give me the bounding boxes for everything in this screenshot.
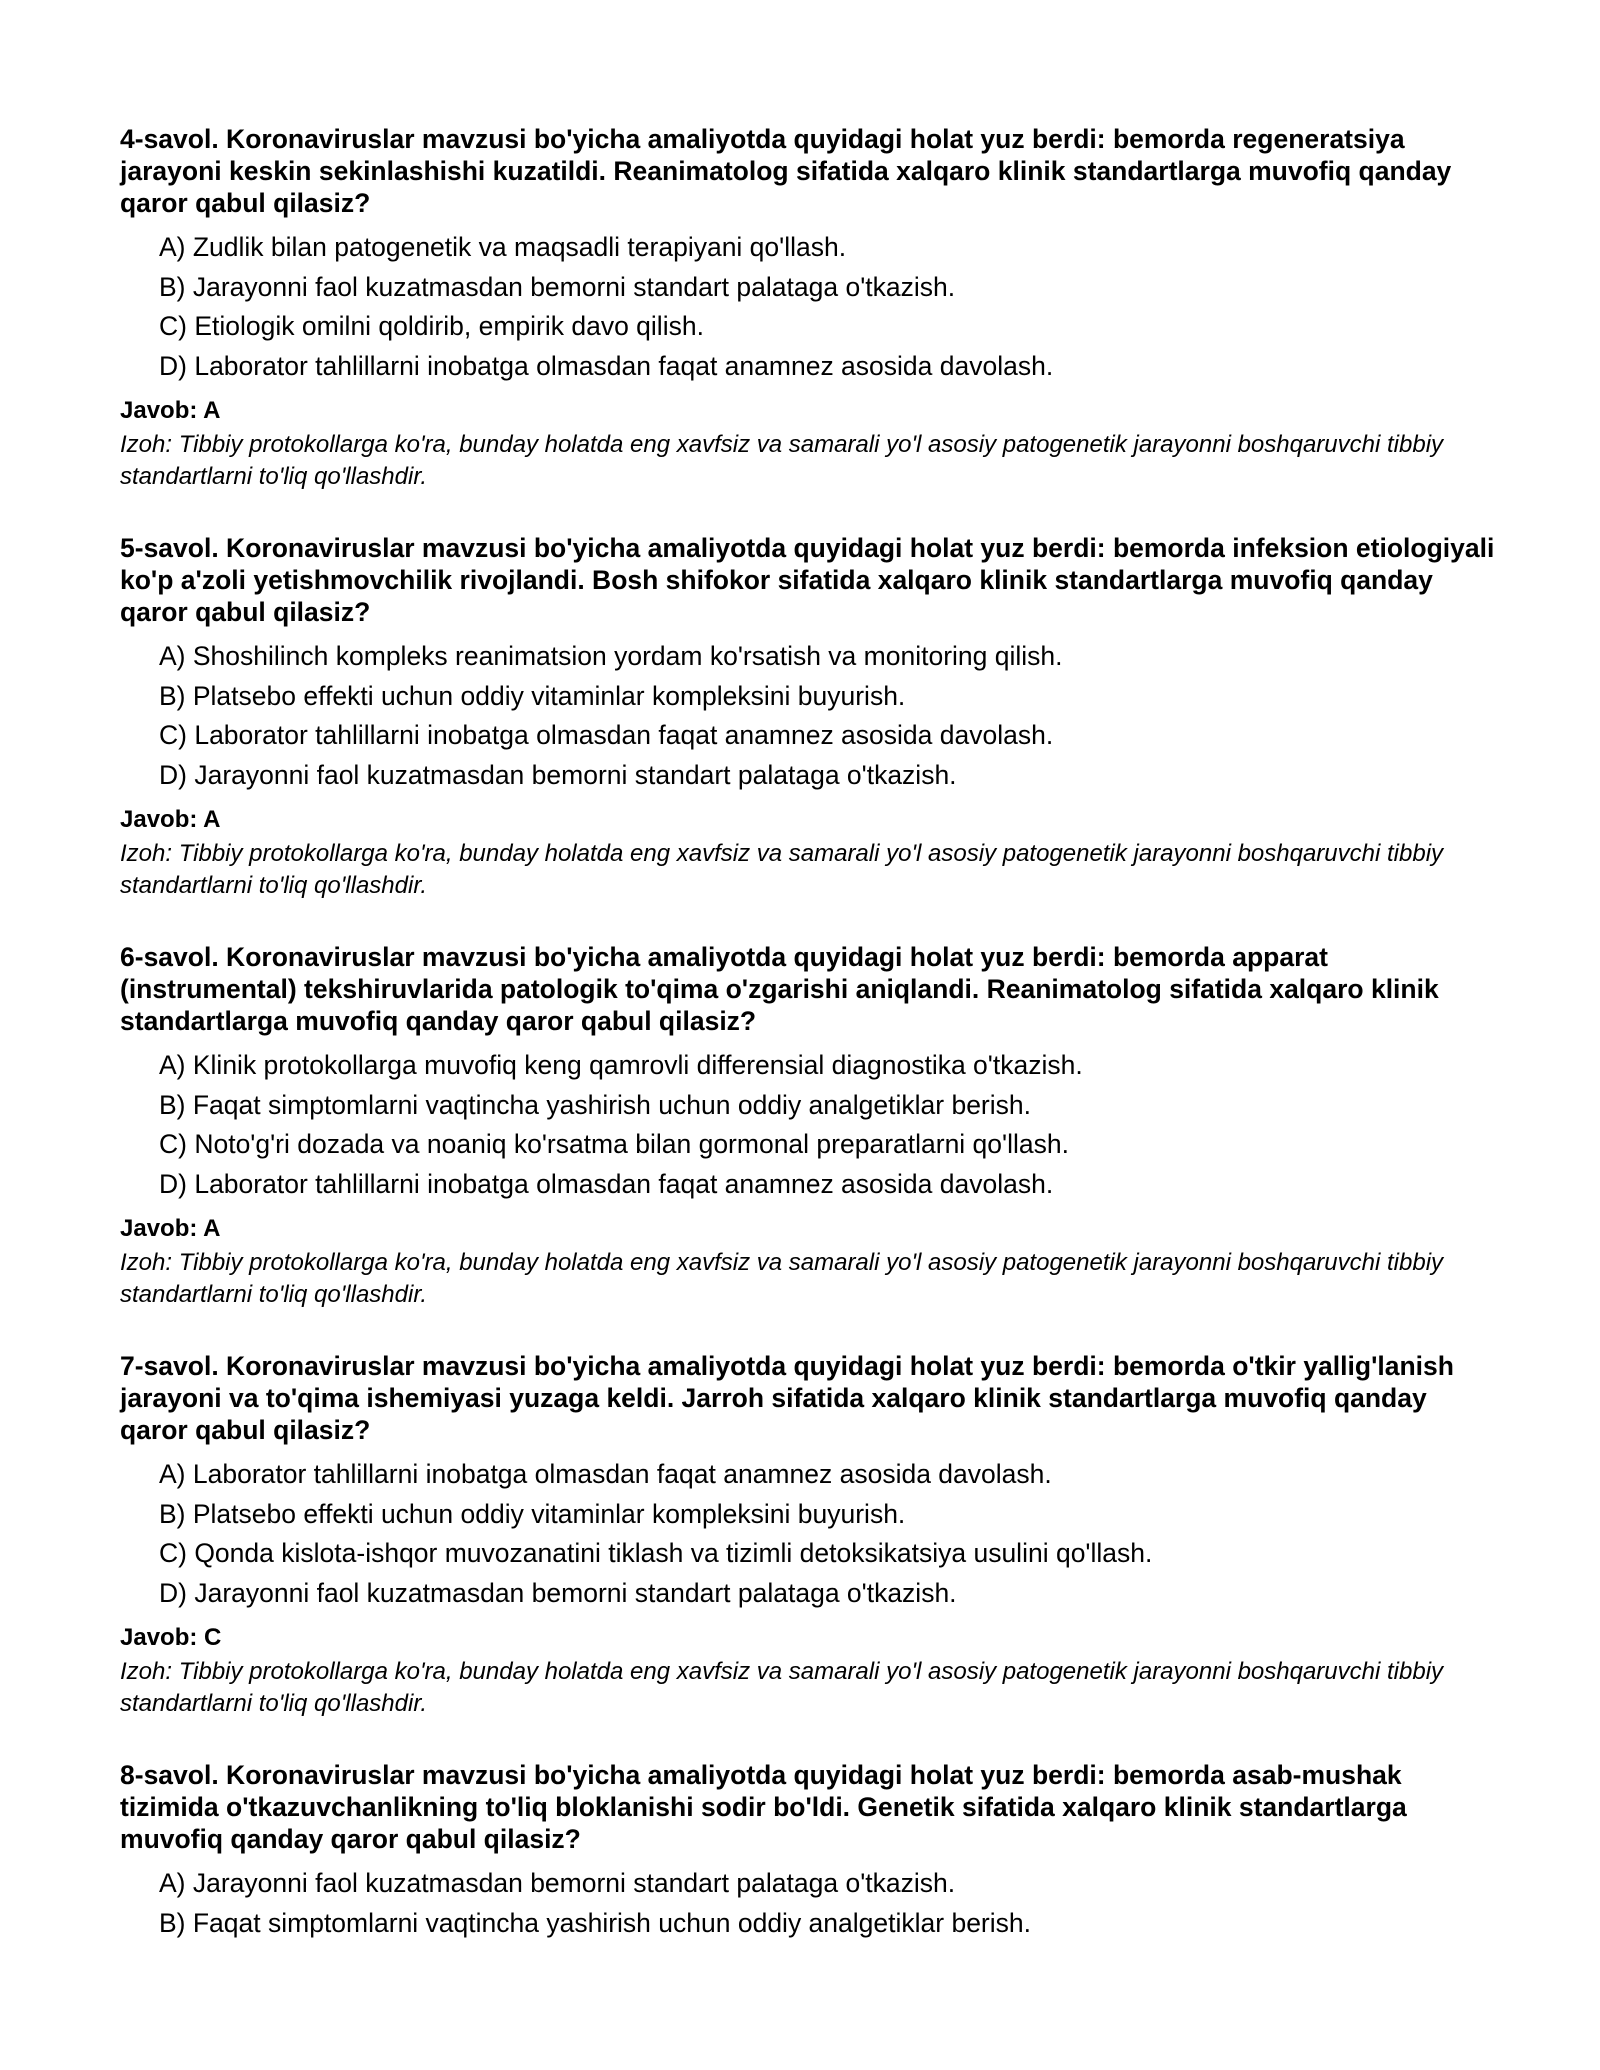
option-a: A) Klinik protokollarga muvofiq keng qamrovli differensial diagnostika o'tkazish. xyxy=(159,1050,1083,1080)
answer-label: Javob: A xyxy=(120,806,221,833)
option-d: D) Laborator tahlillarni inobatga olmasdan faqat anamnez asosida davolash. xyxy=(159,1168,1054,1199)
question-title: 7-savol. Koronaviruslar mavzusi bo'yicha amaliyotda quyidagi holat yuz berdi: bemorda o'tkir yallig'lanish jarayoni va to'qima ishemiyasi yuzaga keldi. Jarroh sifatida xalqaro klinik standartlarga muvofiq qanday qaror qabul qilasiz? xyxy=(120,1351,1454,1445)
option-c: C) Qonda kislota-ishqor muvozanatini tiklash va tizimli detoksikatsiya usulini qo'llash. xyxy=(159,1538,1153,1568)
question-6 xyxy=(120,941,1500,1311)
explanation-note: Izoh: Tibbiy protokollarga ko'ra, bunday holatda eng xavfsiz va samarali yo'l asosiy patogenetik jarayonni boshqaruvchi tibbiy standartlarni to'liq qo'llashdir. xyxy=(120,1658,1444,1717)
option-b: B) Platsebo effekti uchun oddiy vitaminlar kompleksini buyurish. xyxy=(159,680,906,711)
document-page xyxy=(120,123,1500,1982)
question-title: 4-savol. Koronaviruslar mavzusi bo'yicha amaliyotda quyidagi holat yuz berdi: bemorda regeneratsiya jarayoni keskin sekinlashishi kuzatildi. Reanimatolog sifatida xalqaro klinik standartlarga muvofiq qanday qaror qabul qilasiz? xyxy=(120,124,1452,218)
option-a: A) Shoshilinch kompleks reanimatsion yordam ko'rsatish va monitoring qilish. xyxy=(159,641,1063,671)
option-c: C) Etiologik omilni qoldirib, empirik davo qilish. xyxy=(159,311,704,341)
options-list xyxy=(120,1455,1500,1613)
options-list xyxy=(120,1864,1500,1943)
explanation-note: Izoh: Tibbiy protokollarga ko'ra, bunday holatda eng xavfsiz va samarali yo'l asosiy patogenetik jarayonni boshqaruvchi tibbiy standartlarni to'liq qo'llashdir. xyxy=(120,840,1444,899)
question-8 xyxy=(120,1759,1500,1943)
question-title: 8-savol. Koronaviruslar mavzusi bo'yicha amaliyotda quyidagi holat yuz berdi: bemorda asab-mushak tizimida o'tkazuvchanlikning to'liq bloklanishi sodir bo'ldi. Genetik sifatida xalqaro klinik standartlarga muvofiq qanday qaror qabul qilasiz? xyxy=(120,1760,1407,1854)
answer-label: Javob: C xyxy=(120,1624,222,1651)
answer-label: Javob: A xyxy=(120,1215,221,1242)
option-c: C) Laborator tahlillarni inobatga olmasdan faqat anamnez asosida davolash. xyxy=(159,720,1054,750)
option-b: B) Platsebo effekti uchun oddiy vitaminlar kompleksini buyurish. xyxy=(159,1498,906,1529)
option-d: D) Jarayonni faol kuzatmasdan bemorni standart palataga o'tkazish. xyxy=(159,759,957,790)
option-b: B) Faqat simptomlarni vaqtincha yashirish uchun oddiy analgetiklar berish. xyxy=(159,1907,1031,1938)
option-d: D) Jarayonni faol kuzatmasdan bemorni standart palataga o'tkazish. xyxy=(159,1577,957,1608)
option-a: A) Laborator tahlillarni inobatga olmasdan faqat anamnez asosida davolash. xyxy=(159,1459,1052,1489)
question-title: 5-savol. Koronaviruslar mavzusi bo'yicha amaliyotda quyidagi holat yuz berdi: bemorda infeksion etiologiyali ko'p a'zoli yetishmovchilik rivojlandi. Bosh shifokor sifatida xalqaro klinik standartlarga muvofiq qanday qaror qabul qilasiz? xyxy=(120,533,1495,627)
option-c: C) Noto'g'ri dozada va noaniq ko'rsatma bilan gormonal preparatlarni qo'llash. xyxy=(159,1129,1069,1159)
options-list xyxy=(120,637,1500,795)
option-b: B) Jarayonni faol kuzatmasdan bemorni standart palataga o'tkazish. xyxy=(159,271,956,302)
question-4 xyxy=(120,123,1500,493)
option-a: A) Jarayonni faol kuzatmasdan bemorni standart palataga o'tkazish. xyxy=(159,1868,956,1898)
explanation-note: Izoh: Tibbiy protokollarga ko'ra, bunday holatda eng xavfsiz va samarali yo'l asosiy patogenetik jarayonni boshqaruvchi tibbiy standartlarni to'liq qo'llashdir. xyxy=(120,431,1444,490)
option-a: A) Zudlik bilan patogenetik va maqsadli terapiyani qo'llash. xyxy=(159,232,847,262)
option-b: B) Faqat simptomlarni vaqtincha yashirish uchun oddiy analgetiklar berish. xyxy=(159,1089,1031,1120)
question-7 xyxy=(120,1350,1500,1720)
answer-label: Javob: A xyxy=(120,397,221,424)
question-title: 6-savol. Koronaviruslar mavzusi bo'yicha amaliyotda quyidagi holat yuz berdi: bemorda apparat (instrumental) tekshiruvlarida patologik to'qima o'zgarishi aniqlandi. Reanimatolog sifatida xalqaro klinik standartlarga muvofiq qanday qaror qabul qilasiz? xyxy=(120,942,1439,1036)
question-5 xyxy=(120,532,1500,902)
options-list xyxy=(120,228,1500,386)
options-list xyxy=(120,1046,1500,1204)
option-d: D) Laborator tahlillarni inobatga olmasdan faqat anamnez asosida davolash. xyxy=(159,350,1054,381)
explanation-note: Izoh: Tibbiy protokollarga ko'ra, bunday holatda eng xavfsiz va samarali yo'l asosiy patogenetik jarayonni boshqaruvchi tibbiy standartlarni to'liq qo'llashdir. xyxy=(120,1249,1444,1308)
